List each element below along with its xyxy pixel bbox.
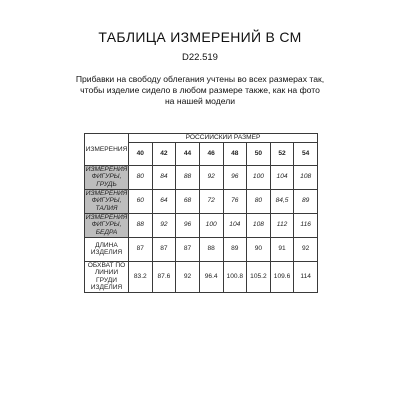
- value-cell: 100.8: [223, 261, 247, 292]
- fit-note: [0, 74, 400, 107]
- value-cell: 105.2: [247, 261, 271, 292]
- row-label: ИЗМЕРЕНИЯ ФИГУРЫ, ГРУДЬ: [85, 165, 128, 188]
- value-cell: 60: [129, 189, 153, 213]
- fit-note-line: чтобы изделие сидело в любом размере также, как на фото: [80, 85, 320, 95]
- value-cell: 96: [176, 213, 200, 237]
- value-cell: 88: [176, 165, 200, 189]
- value-cell: 96.4: [199, 261, 223, 292]
- value-cell: 92: [176, 261, 200, 292]
- measurements-header: ИЗМЕРЕНИЯ: [85, 134, 129, 166]
- table-header-row: [85, 134, 318, 143]
- value-cell: 91: [270, 237, 294, 261]
- value-cell: 96: [223, 165, 247, 189]
- value-cell: 89: [294, 189, 318, 213]
- size-cell: 54: [294, 142, 318, 165]
- size-cell: 46: [199, 142, 223, 165]
- value-cell: 104: [270, 165, 294, 189]
- value-cell: 72: [199, 189, 223, 213]
- russian-size-header: РОССИЙСКИЙ РАЗМЕР: [129, 134, 318, 143]
- value-cell: 108: [294, 165, 318, 189]
- value-cell: 87.6: [152, 261, 176, 292]
- value-cell: 87: [152, 237, 176, 261]
- value-cell: 80: [247, 189, 271, 213]
- value-cell: 92: [199, 165, 223, 189]
- article-code: D22.519: [182, 52, 218, 63]
- table-row: [85, 165, 318, 189]
- fit-note-line: Прибавки на свободу облегания учтены во всех размерах так,: [75, 74, 325, 84]
- value-cell: 112: [270, 213, 294, 237]
- row-label: ОБХВАТ ПО ЛИНИИ ГРУДИ ИЗДЕЛИЯ: [85, 261, 129, 292]
- value-cell: 114: [294, 261, 318, 292]
- size-cell: 42: [152, 142, 176, 165]
- value-cell: 100: [247, 165, 271, 189]
- value-cell: 89: [223, 237, 247, 261]
- value-cell: 84: [152, 165, 176, 189]
- value-cell: 116: [294, 213, 318, 237]
- size-cell: 40: [129, 142, 153, 165]
- row-label: ИЗМЕРЕНИЯ ФИГУРЫ, БЕДРА: [85, 213, 128, 236]
- value-cell: 84,5: [270, 189, 294, 213]
- value-cell: 108: [247, 213, 271, 237]
- value-cell: 90: [247, 237, 271, 261]
- value-cell: 104: [223, 213, 247, 237]
- value-cell: 83.2: [129, 261, 153, 292]
- size-cell: 52: [270, 142, 294, 165]
- table-row: [85, 261, 318, 292]
- size-chart-table: [84, 133, 318, 293]
- size-cell: 50: [247, 142, 271, 165]
- value-cell: 88: [199, 237, 223, 261]
- table-row: [85, 189, 318, 213]
- value-cell: 87: [129, 237, 153, 261]
- row-label: ДЛИНА ИЗДЕЛИЯ: [85, 237, 129, 261]
- value-cell: 100: [199, 213, 223, 237]
- value-cell: 64: [152, 189, 176, 213]
- size-cell: 44: [176, 142, 200, 165]
- value-cell: 76: [223, 189, 247, 213]
- value-cell: 88: [129, 213, 153, 237]
- table-row: [85, 237, 318, 261]
- value-cell: 80: [129, 165, 153, 189]
- fit-note-line: на нашей модели: [164, 96, 236, 106]
- value-cell: 92: [294, 237, 318, 261]
- value-cell: 68: [176, 189, 200, 213]
- value-cell: 92: [152, 213, 176, 237]
- value-cell: 109.6: [270, 261, 294, 292]
- table-row: [85, 213, 318, 237]
- row-label: ИЗМЕРЕНИЯ ФИГУРЫ, ТАЛИЯ: [85, 189, 128, 212]
- page-title: ТАБЛИЦА ИЗМЕРЕНИЙ В СМ: [98, 29, 302, 45]
- value-cell: 87: [176, 237, 200, 261]
- size-cell: 48: [223, 142, 247, 165]
